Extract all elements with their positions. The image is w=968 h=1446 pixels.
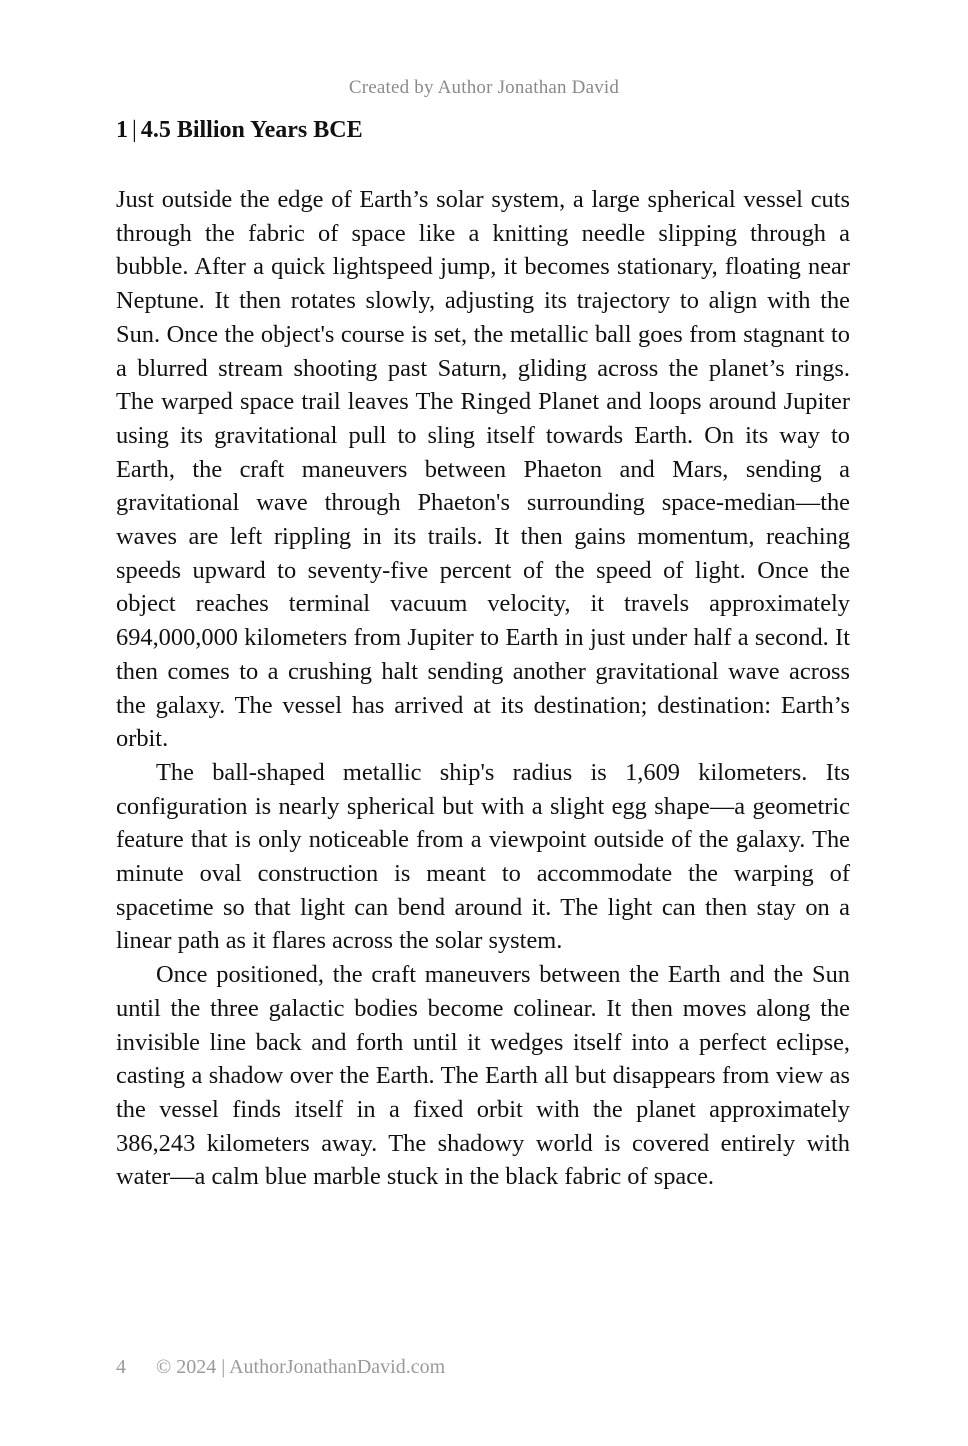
chapter-title: 4.5 Billion Years BCE: [140, 117, 363, 143]
paragraph-3: Once positioned, the craft maneuvers between the Earth and the Sun until the three galactic bodies become colinear. It then moves along the invisible line back and forth until it wedges itself into a perfect eclipse, casting a shadow over the Earth. The Earth all but disappears from view as the vessel finds itself in a fixed orbit with the planet approximately 386,243 kilometers away. The shadowy world is covered entirely with water—a calm blue marble stuck in the black fabric of space.: [116, 961, 850, 1191]
chapter-body: [116, 183, 850, 1194]
chapter-number: 1: [116, 117, 128, 143]
page-header: Created by Author Jonathan David: [348, 77, 620, 98]
chapter-separator: |: [132, 117, 137, 143]
page-number: 4: [116, 1356, 126, 1378]
paragraph-1: Just outside the edge of Earth’s solar system, a large spherical vessel cuts through the fabric of space like a knitting needle slipping through a bubble. After a quick lightspeed jump, it becomes stationary, floating near Neptune. It then rotates slowly, adjusting its trajectory to align with the Sun. Once the object's course is set, the metallic ball goes from stagnant to a blurred stream shooting past Saturn, gliding across the planet’s rings. The warped space trail leaves The Ringed Planet and loops around Jupiter using its gravitational pull to sling itself towards Earth. On its way to Earth, the craft maneuvers between Phaeton and Mars, sending a gravitational wave through Phaeton's surrounding space-median—the waves are left rippling in its trails. It then gains momentum, reaching speeds upward to seventy-five percent of the speed of light. Once the object reaches terminal vacuum velocity, it travels approximately 694,000,000 kilometers from Jupiter to Earth in just under half a second. It then comes to a crushing halt sending another gravitational wave across the galaxy. The vessel has arrived at its destination; destination: Earth’s orbit.: [116, 186, 850, 753]
footer-copyright: © 2024 | AuthorJonathanDavid.com: [156, 1356, 446, 1378]
page-footer: [116, 1356, 445, 1379]
chapter-heading: [116, 117, 363, 144]
paragraph-2: The ball-shaped metallic ship's radius is 1,609 kilometers. Its configuration is nearly spherical but with a slight egg shape—a geometric feature that is only noticeable from a viewpoint outside of the galaxy. The minute oval construction is meant to accommodate the warping of spacetime so that light can bend around it. The light can then stay on a linear path as it flares across the solar system.: [116, 758, 850, 955]
